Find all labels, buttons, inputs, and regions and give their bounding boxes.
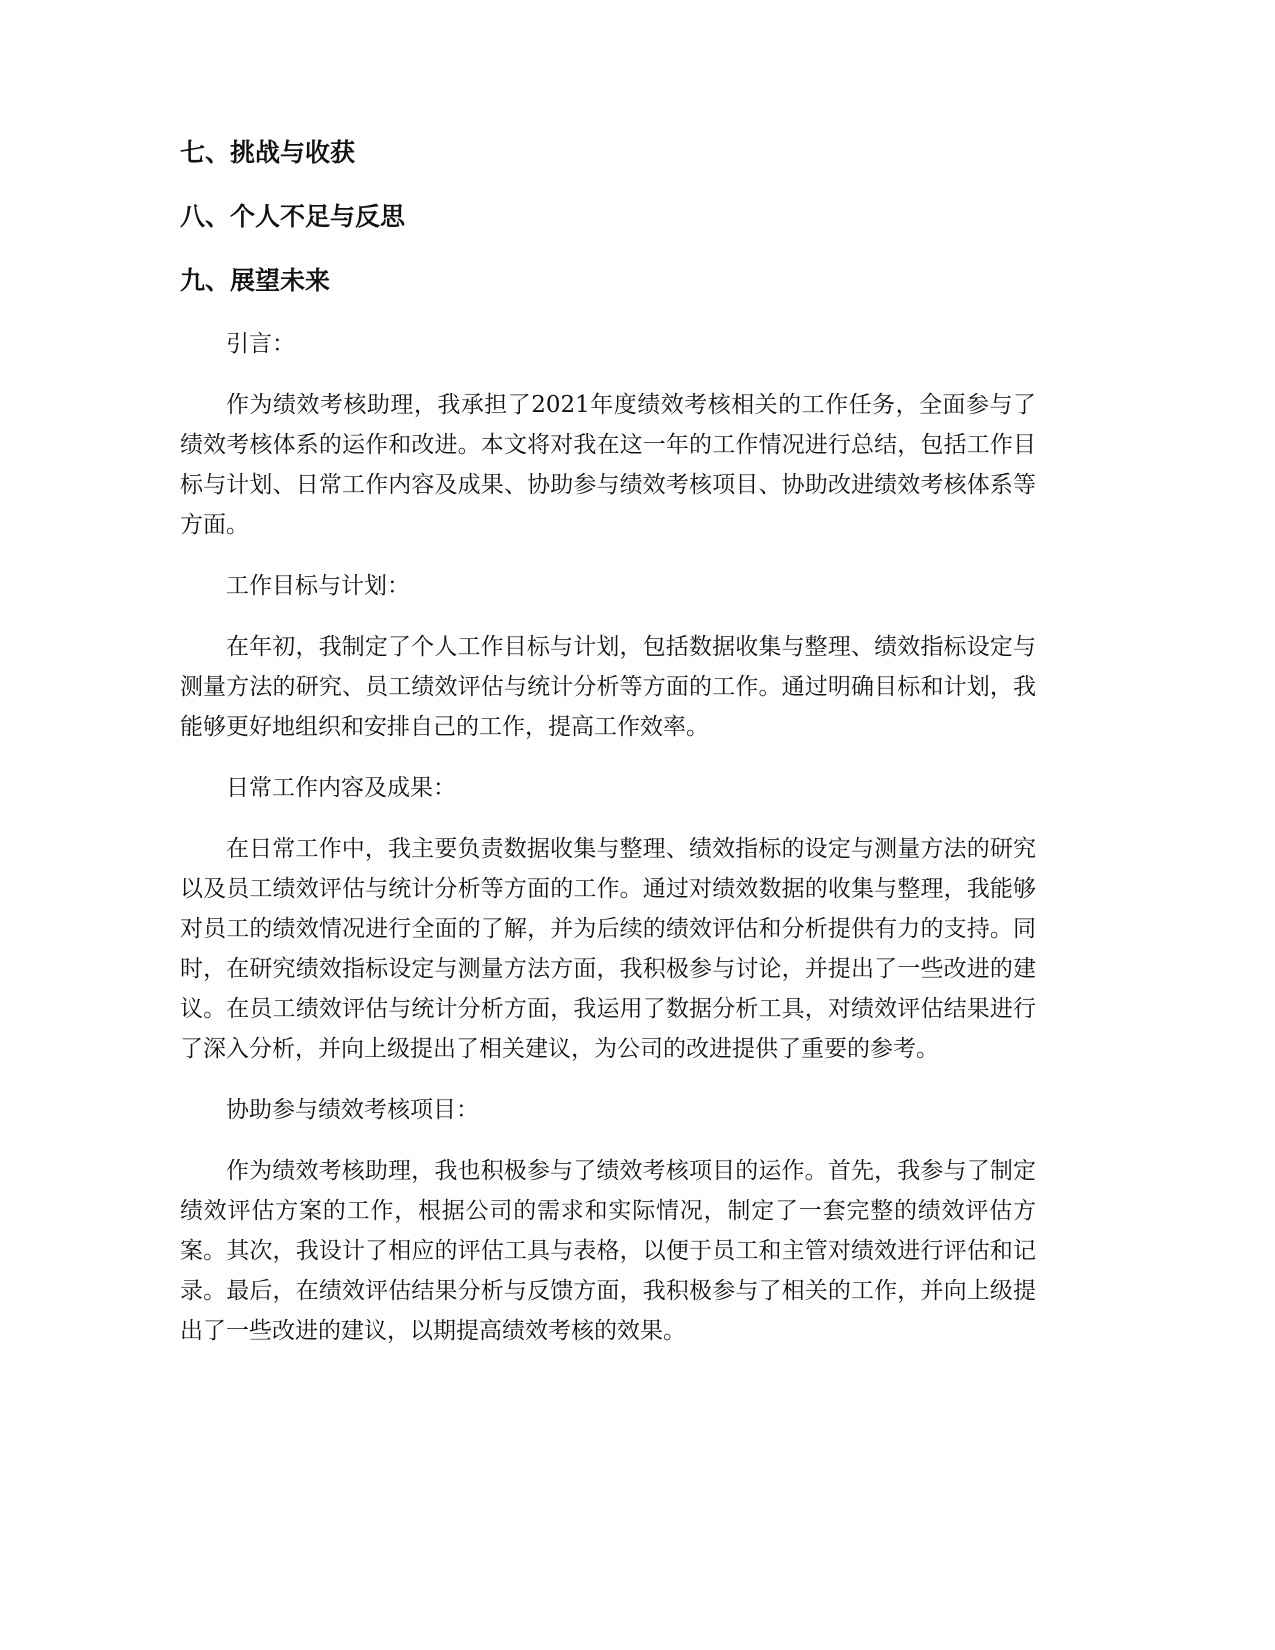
heading-future-outlook: 九、展望未来 (180, 266, 331, 295)
section-label-assessment-projects: 协助参与绩效考核项目： (226, 1097, 479, 1123)
heading-challenges-gains: 七、挑战与收获 (180, 138, 356, 167)
section-label-goals-plans: 工作目标与计划： (226, 573, 410, 599)
paragraph-introduction: 作为绩效考核助理，我承担了2021年度绩效考核相关的工作任务，全面参与了绩效考核体系的运作和改进。本文将对我在这一年的工作情况进行总结，包括工作目标与计划、日常工作内容及成果、协助参与绩效考核项目、协助改进绩效考核体系等方面。 (180, 392, 1036, 538)
heading-shortcomings-reflection: 八、个人不足与反思 (180, 202, 406, 231)
paragraph-daily-work: 在日常工作中，我主要负责数据收集与整理、绩效指标的设定与测量方法的研究以及员工绩效评估与统计分析等方面的工作。通过对绩效数据的收集与整理，我能够对员工的绩效情况进行全面的了解，并为后续的绩效评估和分析提供有力的支持。同时，在研究绩效指标设定与测量方法方面，我积极参与讨论，并提出了一些改进的建议。在员工绩效评估与统计分析方面，我运用了数据分析工具，对绩效评估结果进行了深入分析，并向上级提出了相关建议，为公司的改进提供了重要的参考。 (180, 836, 1036, 1062)
section-label-daily-work: 日常工作内容及成果： (226, 775, 456, 801)
section-label-introduction: 引言： (226, 331, 295, 357)
paragraph-assessment-projects: 作为绩效考核助理，我也积极参与了绩效考核项目的运作。首先，我参与了制定绩效评估方案的工作，根据公司的需求和实际情况，制定了一套完整的绩效评估方案。其次，我设计了相应的评估工具与表格，以便于员工和主管对绩效进行评估和记录。最后，在绩效评估结果分析与反馈方面，我积极参与了相关的工作，并向上级提出了一些改进的建议，以期提高绩效考核的效果。 (180, 1158, 1036, 1344)
document-page (180, 135, 1036, 1375)
paragraph-goals-plans: 在年初，我制定了个人工作目标与计划，包括数据收集与整理、绩效指标设定与测量方法的研究、员工绩效评估与统计分析等方面的工作。通过明确目标和计划，我能够更好地组织和安排自己的工作，提高工作效率。 (180, 634, 1036, 740)
